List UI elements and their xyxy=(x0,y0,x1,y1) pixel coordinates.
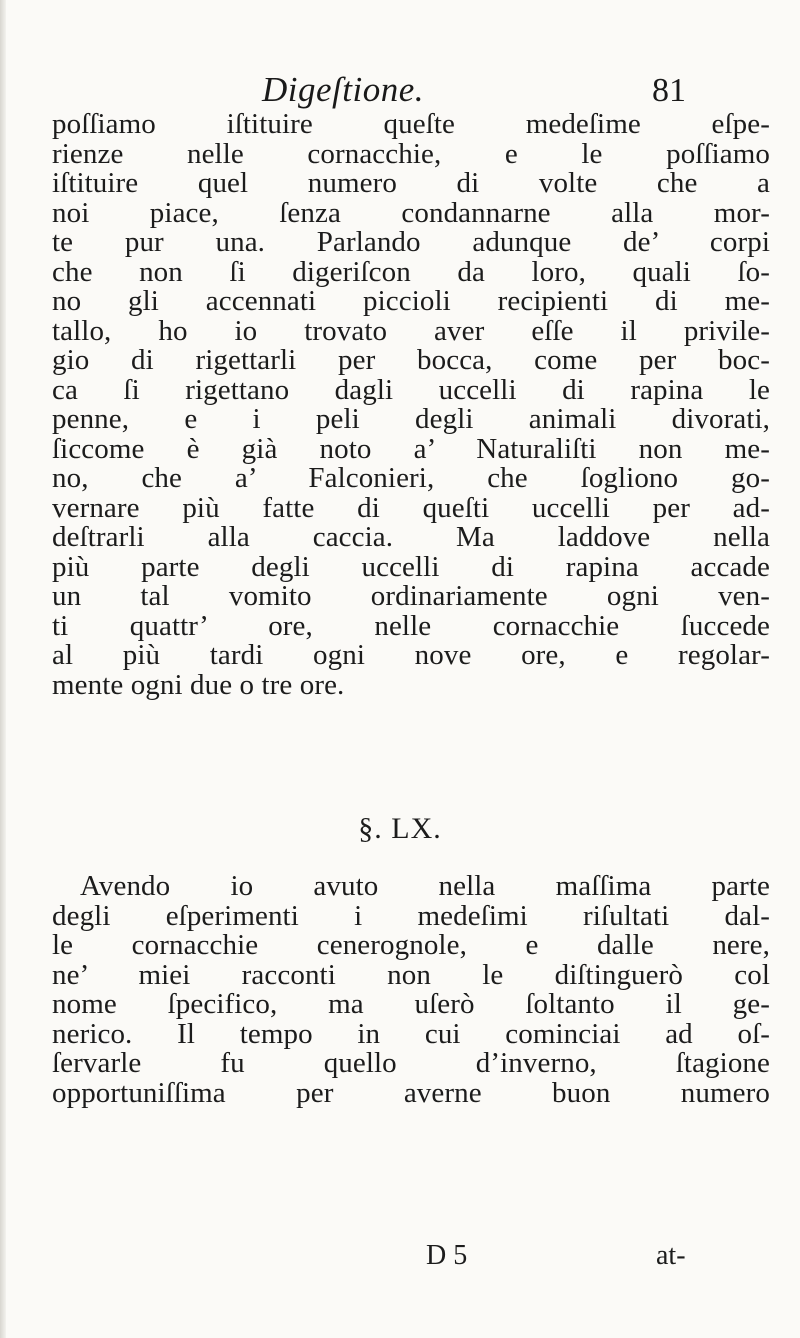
text-line: nome ſpecifico, ma uſerò ſoltanto il ge- xyxy=(52,988,770,1020)
text-line: nerico. Il tempo in cui cominciai ad oſ- xyxy=(52,1017,770,1050)
text-line: al più tardi ogni nove ore, e regolar- xyxy=(52,639,770,671)
text-line: opportuniſſima per averne buon numero xyxy=(52,1076,770,1109)
running-title: Digeſtione. xyxy=(262,70,424,109)
text-line: iſtituire quel numero di volte che a xyxy=(52,167,770,199)
signature-mark: D 5 xyxy=(426,1240,468,1271)
text-line: no gli accennati piccioli recipienti di me- xyxy=(52,285,770,317)
page-number: 81 xyxy=(652,72,686,109)
text-line: rienze nelle cornacchie, e le poſſiamo xyxy=(52,137,770,170)
text-line: un tal vomito ordinariamente ogni ven- xyxy=(52,580,770,612)
text-line: ca ſi rigettano dagli uccelli di rapina le xyxy=(52,373,770,406)
page-header xyxy=(0,68,800,112)
text-line: gio di rigettarli per bocca, come per boc- xyxy=(52,344,770,376)
paragraph-1 xyxy=(52,110,770,700)
page-edge-shadow xyxy=(0,0,6,1338)
text-line: noi piace, ſenza condannarne alla mor- xyxy=(52,196,770,229)
text-line: te pur una. Parlando adunque de’ corpi xyxy=(52,226,770,258)
text-line: che non ſi digeriſcon da loro, quali ſo- xyxy=(52,255,770,288)
text-line: ſervarle fu quello d’inverno, ſtagione xyxy=(52,1047,770,1079)
text-line: no, che a’ Falconieri, che ſogliono go- xyxy=(52,462,770,494)
text-line: mente ogni due o tre ore. xyxy=(52,668,345,701)
catchword: at- xyxy=(656,1240,686,1271)
paragraph-2 xyxy=(52,872,770,1108)
text-line: penne, e i peli degli animali divorati, xyxy=(52,403,770,435)
text-line: vernare più fatte di queſti uccelli per ad- xyxy=(52,491,770,524)
text-line: tallo, ho io trovato aver eſſe il privile- xyxy=(52,314,770,347)
text-line: ſiccome è già noto a’ Naturaliſti non me- xyxy=(52,432,770,465)
page-footer xyxy=(0,1240,800,1280)
text-line: poſſiamo iſtituire queſte medeſime eſpe- xyxy=(52,108,770,140)
text-line: deſtrarli alla caccia. Ma laddove nella xyxy=(52,521,770,553)
text-line: le cornacchie cenerognole, e dalle nere, xyxy=(52,929,770,961)
text-line: ti quattr’ ore, nelle cornacchie ſuccede xyxy=(52,609,770,642)
text-line: ne’ miei racconti non le diſtinguerò col xyxy=(52,958,770,991)
text-line: più parte degli uccelli di rapina accade xyxy=(52,550,770,583)
section-heading: §. LX. xyxy=(358,812,442,845)
text-line: degli eſperimenti i medeſimi riſultati dal- xyxy=(52,899,770,932)
text-line: Avendo io avuto nella maſſima parte xyxy=(80,870,770,902)
